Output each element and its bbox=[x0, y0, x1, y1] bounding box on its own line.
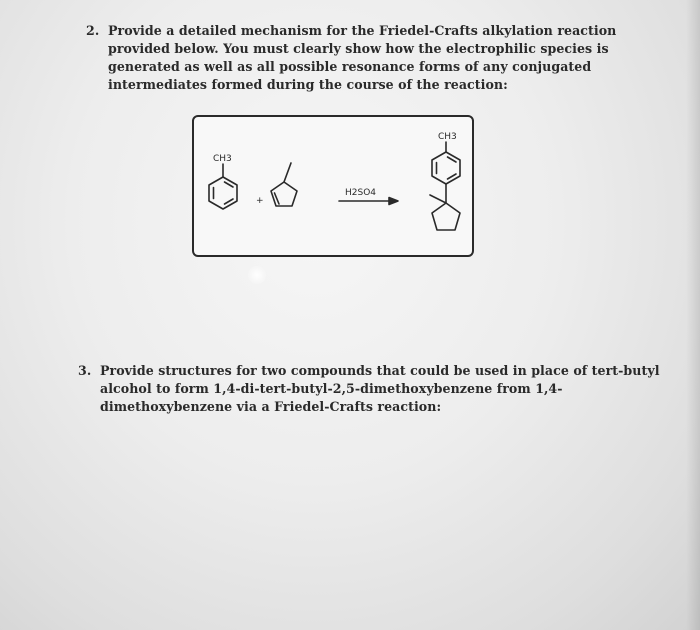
question-3-line-2: alcohol to form 1,4-di-tert-butyl-2,5-dimethoxybenzene from 1,4- bbox=[100, 381, 563, 396]
question-2-line-4: intermediates formed during the course of the reaction: bbox=[108, 77, 508, 92]
page-edge-shadow bbox=[686, 0, 700, 630]
product-structure bbox=[430, 142, 460, 230]
reaction-scheme bbox=[192, 115, 474, 257]
question-3-number: 3. bbox=[78, 363, 92, 378]
question-2 bbox=[86, 22, 617, 102]
photo-glare bbox=[248, 266, 266, 284]
toluene-structure bbox=[209, 164, 237, 209]
question-3 bbox=[78, 362, 660, 432]
reactant-methyl-label: CH3 bbox=[213, 154, 232, 164]
product-methyl-label: CH3 bbox=[438, 132, 457, 142]
methylcyclopentene-structure bbox=[271, 163, 297, 206]
reaction-scheme-drawing bbox=[194, 117, 476, 259]
reagent-label: H2SO4 bbox=[345, 188, 377, 198]
question-3-line-1: Provide structures for two compounds that could be used in place of tert-butyl bbox=[100, 363, 660, 378]
plus-sign: + bbox=[256, 196, 264, 206]
question-2-line-2: provided below. You must clearly show how the electrophilic species is bbox=[108, 41, 609, 56]
question-2-number: 2. bbox=[86, 23, 100, 38]
reaction-arrow bbox=[339, 198, 398, 205]
question-2-line-1: Provide a detailed mechanism for the Friedel-Crafts alkylation reaction bbox=[108, 23, 617, 38]
question-3-line-3: dimethoxybenzene via a Friedel-Crafts reaction: bbox=[100, 399, 442, 414]
question-2-line-3: generated as well as all possible resonance forms of any conjugated bbox=[108, 59, 592, 74]
